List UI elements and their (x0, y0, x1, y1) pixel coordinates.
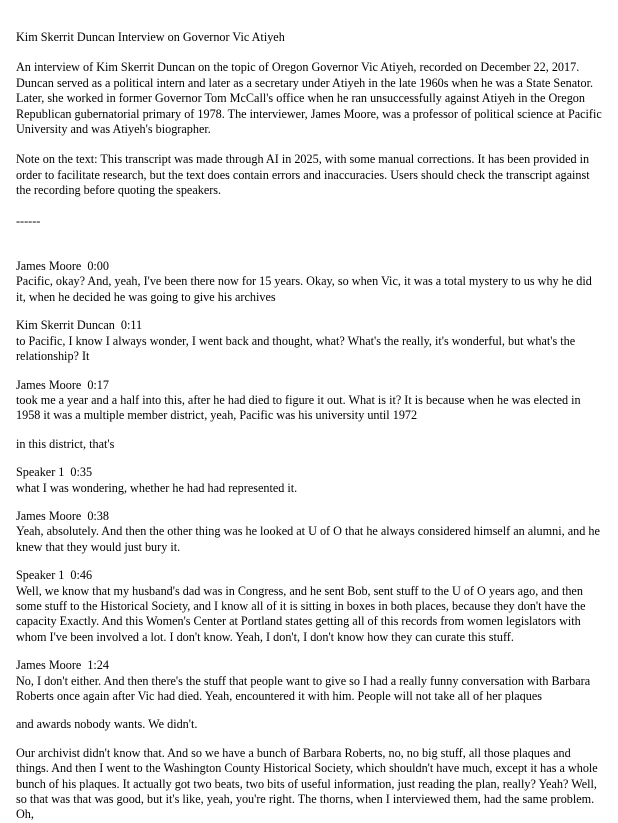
transcript-entry (16, 465, 602, 496)
timestamp: 0:00 (87, 259, 109, 274)
speaker-name: James Moore (16, 658, 82, 673)
utterance-text: Well, we know that my husband's dad was in Congress, and he sent Bob, sent stuff to the U of O years ago, and then some stuff to the Historical Society, and I know all of it is sitting in boxes in both places, because they don't have the capacity Exactly. And this Women's Center at Portland states getting all of this records from women legislators with whom I've been involved a lot. I don't know. Yeah, I don't, I don't know how they can curate this stuff. (16, 583, 586, 644)
document-title: Kim Skerrit Duncan Interview on Governor Vic Atiyeh (16, 30, 285, 44)
transcript-entry (16, 259, 602, 305)
utterance-text: Yeah, absolutely. And then the other thing was he looked at U of O that he always considered himself an alumni, and he knew that they would just bury it. (16, 524, 600, 554)
speaker-name: James Moore (16, 508, 82, 523)
speaker-line (16, 465, 602, 480)
speaker-name: James Moore (16, 377, 82, 392)
speaker-line (16, 509, 602, 524)
intro-paragraph: An interview of Kim Skerrit Duncan on the topic of Oregon Governor Vic Atiyeh, recorded on December 22, 2017. Duncan served as a political intern and later as a secretary under Atiyeh in the late 1960s when he was a State Senator. Later, she worked in former Governor Tom McCall's office when he ran unsuccessfully against Atiyeh in the Oregon Republican gubernatorial primary of 1978. The interviewer, James Moore, was a professor of political science at Pacific University and was Atiyeh's biographer. (16, 60, 602, 137)
separator-line: ------ (16, 213, 41, 228)
timestamp: 0:38 (87, 508, 109, 523)
utterance-text: No, I don't either. And then there's the stuff that people want to give so I had a really funny conversation with Barbara Roberts once again after Vic had died. Yeah, encountered it with him. People will not take all of her plaques (16, 673, 591, 703)
timestamp: 1:24 (87, 658, 109, 673)
utterance-text: Pacific, okay? And, yeah, I've been there now for 15 years. Okay, so when Vic, it was a total mystery to us why he did it, when he decided he was going to give his archives (16, 274, 592, 304)
speaker-name: Speaker 1 (16, 465, 65, 480)
timestamp: 0:35 (70, 465, 93, 480)
speaker-line (16, 658, 602, 673)
utterance-text: took me a year and a half into this, after he had died to figure it out. What is it? It is because when he was elected in 1958 it was a multiple member district, yeah, Pacific was his university until 1972 (16, 392, 581, 423)
continuation-text: Our archivist didn't know that. And so we have a bunch of Barbara Roberts, no, no big stuff, all those plaques and things. And then I went to the Washington County Historical Society, which shouldn't have much, except it has a whole bunch of his plaques. It actually got two beats, two bits of useful information, just reading the plan, really? Yeah? Well, so that was that was good, but it's like, yeah, you're right. The thorns, when I interviewed them, had the same problem. Oh, (16, 745, 598, 822)
timestamp: 0:46 (70, 568, 93, 583)
timestamp: 0:11 (120, 318, 143, 333)
transcript-entry (16, 378, 602, 424)
speaker-line (16, 568, 602, 583)
transcript-entry (16, 509, 602, 555)
transcript-entry (16, 568, 602, 645)
speaker-name: James Moore (16, 259, 82, 274)
note-paragraph: Note on the text: This transcript was made through AI in 2025, with some manual corrections. It has been provided in order to facilitate research, but the text does contain errors and inaccuracies. Users should check the transcript against the recording before quoting the speakers. (16, 152, 590, 198)
speaker-line (16, 259, 602, 274)
speaker-name: Kim Skerrit Duncan (16, 318, 115, 333)
utterance-text: what I was wondering, whether he had had represented it. (16, 480, 298, 495)
speaker-name: Speaker 1 (16, 568, 65, 583)
timestamp: 0:17 (87, 377, 109, 392)
continuation-text: in this district, that's (16, 436, 115, 451)
transcript-entry (16, 658, 602, 704)
speaker-line (16, 318, 602, 333)
transcript-entry (16, 318, 602, 364)
speaker-line (16, 378, 602, 393)
utterance-text: to Pacific, I know I always wonder, I went back and thought, what? What's the really, it's wonderful, but what's the relationship? It (16, 333, 576, 364)
continuation-text: and awards nobody wants. We didn't. (16, 717, 198, 732)
